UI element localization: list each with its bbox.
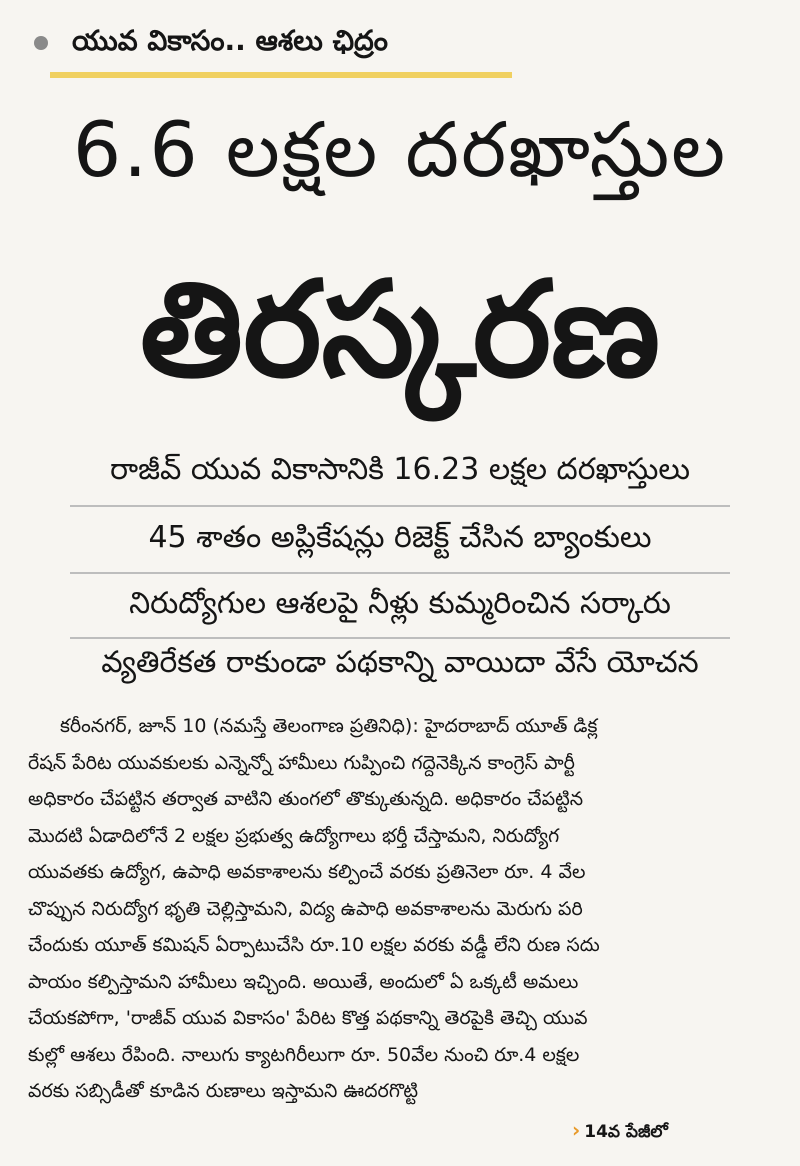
bullet-icon: [34, 36, 48, 50]
deck-line-1: రాజీవ్ యువ వికాసానికి 16.23 లక్షల దరఖాస్తులు: [110, 452, 690, 487]
kicker: [28, 22, 488, 80]
body-line: చేందుకు యూత్ కమిషన్ ఏర్పాటుచేసి రూ.10 లక్షల వరకు వడ్డీ లేని రుణ సదు: [28, 934, 600, 956]
headline-line-2: తిరస్కరణ: [139, 253, 661, 407]
body-line: మొదటి ఏడాదిలోనే 2 లక్షల ప్రభుత్వ ఉద్యోగాలు భర్తీ చేస్తామని, నిరుద్యోగ: [28, 824, 560, 847]
chevron-right-icon: ›: [572, 1118, 581, 1142]
continued-on-page[interactable]: [572, 1118, 668, 1146]
continued-label: 14వ పేజీలో: [584, 1122, 668, 1142]
body-line: రేషన్ పేరిట యువకులకు ఎన్నెన్నో హామీలు గుప్పించి గద్దెనెక్కిన కాంగ్రెస్ పార్టీ: [28, 751, 575, 774]
body-line: కరీంనగర్, జూన్ 10 (నమస్తే తెలంగాణ ప్రతినిధి): హైదరాబాద్ యూత్ డిక్ల: [60, 715, 598, 737]
article-body: [28, 708, 768, 1110]
body-line: కుల్లో ఆశలు రేపింది. నాలుగు క్యాటగిరీలుగా రూ. 50వేల నుంచి రూ.4 లక్షల: [28, 1043, 580, 1066]
body-line: చొప్పున నిరుద్యోగ భృతి చెల్లిస్తామని, విద్య ఉపాధి అవకాశాలను మెరుగు పరి: [28, 897, 583, 920]
body-line: చేయకపోగా, 'రాజీవ్ యువ వికాసం' పేరిట కొత్త పథకాన్ని తెరపైకి తెచ్చి యువ: [28, 1007, 588, 1029]
divider: [70, 572, 730, 574]
deck-line-4: వ్యతిరేకత రాకుండా పథకాన్ని వాయిదా వేసే యోచన: [101, 645, 699, 680]
body-line: వరకు సబ్సిడీతో కూడిన రుణాలు ఇస్తామని ఊదరగొట్టి: [28, 1080, 419, 1102]
divider: [70, 637, 730, 639]
deck-line-2: 45 శాతం అప్లికేషన్లు రిజెక్ట్ చేసిన బ్యాంకులు: [148, 520, 652, 555]
body-line: అధికారం చేపట్టిన తర్వాత వాటిని తుంగలో తొక్కుతున్నది. అధికారం చేపట్టిన: [28, 788, 584, 810]
kicker-text: యువ వికాసం.. ఆశలు ఛిద్రం: [72, 24, 388, 57]
headline-line-1: 6.6 లక్షల దరఖాస్తుల: [72, 105, 728, 194]
body-line: పాయం కల్పిస్తామని హామీలు ఇచ్చింది. అయితే, అందులో ఏ ఒక్కటీ అమలు: [28, 970, 579, 993]
divider: [70, 505, 730, 507]
kicker-underline: [50, 72, 512, 78]
body-line: యువతకు ఉద్యోగ, ఉపాధి అవకాశాలను కల్పించే వరకు ప్రతినెలా రూ. 4 వేల: [28, 861, 586, 883]
deck-line-3: నిరుద్యోగుల ఆశలపై నీళ్లు కుమ్మరించిన సర్కారు: [129, 586, 671, 621]
